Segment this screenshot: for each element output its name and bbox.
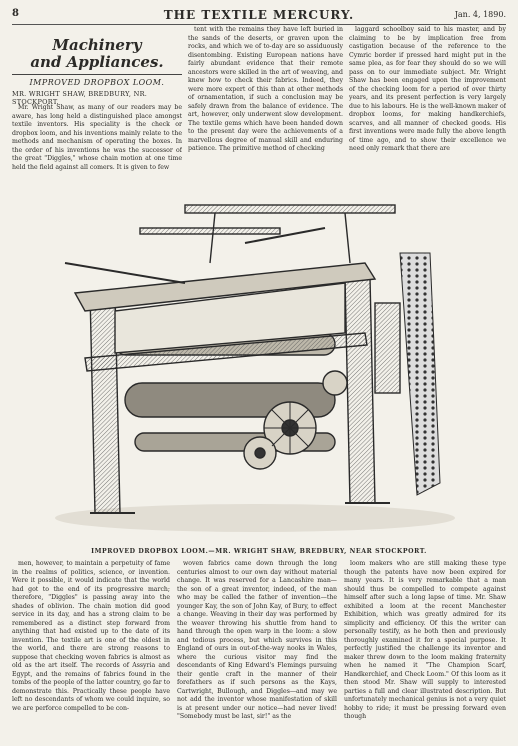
top-column-3	[349, 26, 506, 178]
bottom-column-3	[344, 560, 506, 740]
masthead-title: THE TEXTILE MERCURY.	[163, 8, 355, 22]
bottom-column-1	[12, 560, 170, 740]
loom-illustration	[45, 183, 475, 543]
figure-caption: IMPROVED DROPBOX LOOM.—MR. WRIGHT SHAW, BREDBURY, NEAR STOCKPORT.	[91, 548, 427, 555]
article-byline: MR. WRIGHT SHAW, BREDBURY, NR. STOCKPORT.	[12, 90, 148, 106]
top-column-1-text: Mr. Wright Shaw, as many of our readers may be aware, has long held a distinguished place amongst textile inventors. His speciality is the check or dropbox loom, and his inventions mainly relate to the methods and mechanism of operating the boxes. In the order of his inventions he was the successor of the great "Diggles," whose chain motion at one time held the field against all comers. It is given to few	[12, 104, 182, 171]
page-number: 8	[12, 8, 19, 19]
article-subhead: IMPROVED DROPBOX LOOM.	[29, 78, 165, 87]
bottom-column-2	[177, 560, 337, 740]
page-header	[12, 8, 506, 25]
section-title-line1: Machinery	[52, 36, 142, 54]
bottom-column-1-text: men, however, to maintain a perpetuity of fame in the realms of politics, science, or invention. Were it possible, it would indicate that the world had got to the end of its progressive march; therefore, "Diggles" is passing away into the shades of oblivion. The chain motion did good service in its day, and has a strong claim to be remembered as a distinct step forward from anything that had existed up to the date of its invention. The textile art is one of the oldest in the world, and there are strong reasons to suppose that checking woven fabrics is almost as old as the art itself. The records of Assyria and Egypt, and the remains of fabrics found in the tombs of the people of the latter country, go far to demonstrate this. Practically these people have left no descendants of whom we could inquire, so we are perforce compelled to be con-	[12, 560, 170, 712]
section-heading	[12, 38, 182, 108]
top-column-2-text: tent with the remains they have left buried in the sands of the deserts, or graven upon the rocks, and which we of to-day are so assiduously disentombing. Existing European nations have fairly abundant evidence that their remote ancestors were skilled in the art of weaving, and knew how to check their fabrics. Indeed, they were more expert of this than at other methods of ornamentation, if such a conclusion may be safely drawn from the balance of evidence. The art, however, only underwent slow development. The textile gems which have been handed down to the present day were the achievements of a marvellous degree of manual skill and enduring patience. The primitive method of checking	[188, 26, 343, 152]
loom-frame	[55, 205, 455, 532]
top-column-2	[188, 26, 343, 178]
issue-date: Jan. 4, 1890.	[454, 10, 506, 19]
bottom-column-2-text: woven fabrics came down through the long centuries almost to our own day without material change. It was reserved for a Lancashire man—the son of a great inventor, indeed, of the man who may be called the father of invention—the younger Kay, the son of John Kay, of Bury, to effect a change. Weaving in their day was performed by the weaver throwing his shuttle from hand to hand through the open warp in the loom: a slow and tedious process, but which survives in this England of ours in out-of-the-way nooks in Wales, where the curious visitor may find the descendants of King Edward's Flemings pursuing their gentle craft in the manner of their forefathers as if such persons as the Kays, Cartwright, Bullough, and Diggles—and may we not add the inventor whose manifestation of skill is at present under our notice—had never lived! "Somebody must be last, sir!" as the	[177, 560, 337, 720]
top-column-3-text: laggard schoolboy said to his master, and by claiming to be by implication free from castigation because of the reference to the Cymric border if pressed hard might put in the same plea, as for fear they should do so we will pass on to our immediate subject. Mr. Wright Shaw has been engaged upon the improvement of the checking loom for a period of over thirty years, and its present perfection is very largely due to his labours. He is the well-known maker of dropbox looms, for making handkerchiefs, scarves, and all manner of checked goods. His first inventions were made fully the above length of time ago, and to show their excellence we need only remark that there are	[349, 26, 506, 152]
bottom-column-3-text: loom makers who are still making these type though the patents have now been expired for many years. It is very remarkable that a man should thus be compelled to compete against himself after such a long lapse of time. Mr. Shaw exhibited a loom at the recent Manchester Exhibition, which was greatly admired for its simplicity and efficiency. Of this the writer can personally testify, as he both then and previously thoroughly examined it for a special purpose. It perfectly justified the challenge its inventor and maker threw down to the loom making fraternity when he named it "The Champion Scarf, Handkerchief, and Check Loom." Of this loom as it then stood Mr. Shaw will supply to interested parties a full and clear illustrated description. But unfortunately mechanical genius is not a very quiet hobby to ride; it must be pressing forward even though	[344, 560, 506, 720]
section-rule	[12, 74, 182, 75]
section-title-line2: and Appliances.	[30, 53, 164, 71]
top-column-1	[12, 104, 182, 178]
